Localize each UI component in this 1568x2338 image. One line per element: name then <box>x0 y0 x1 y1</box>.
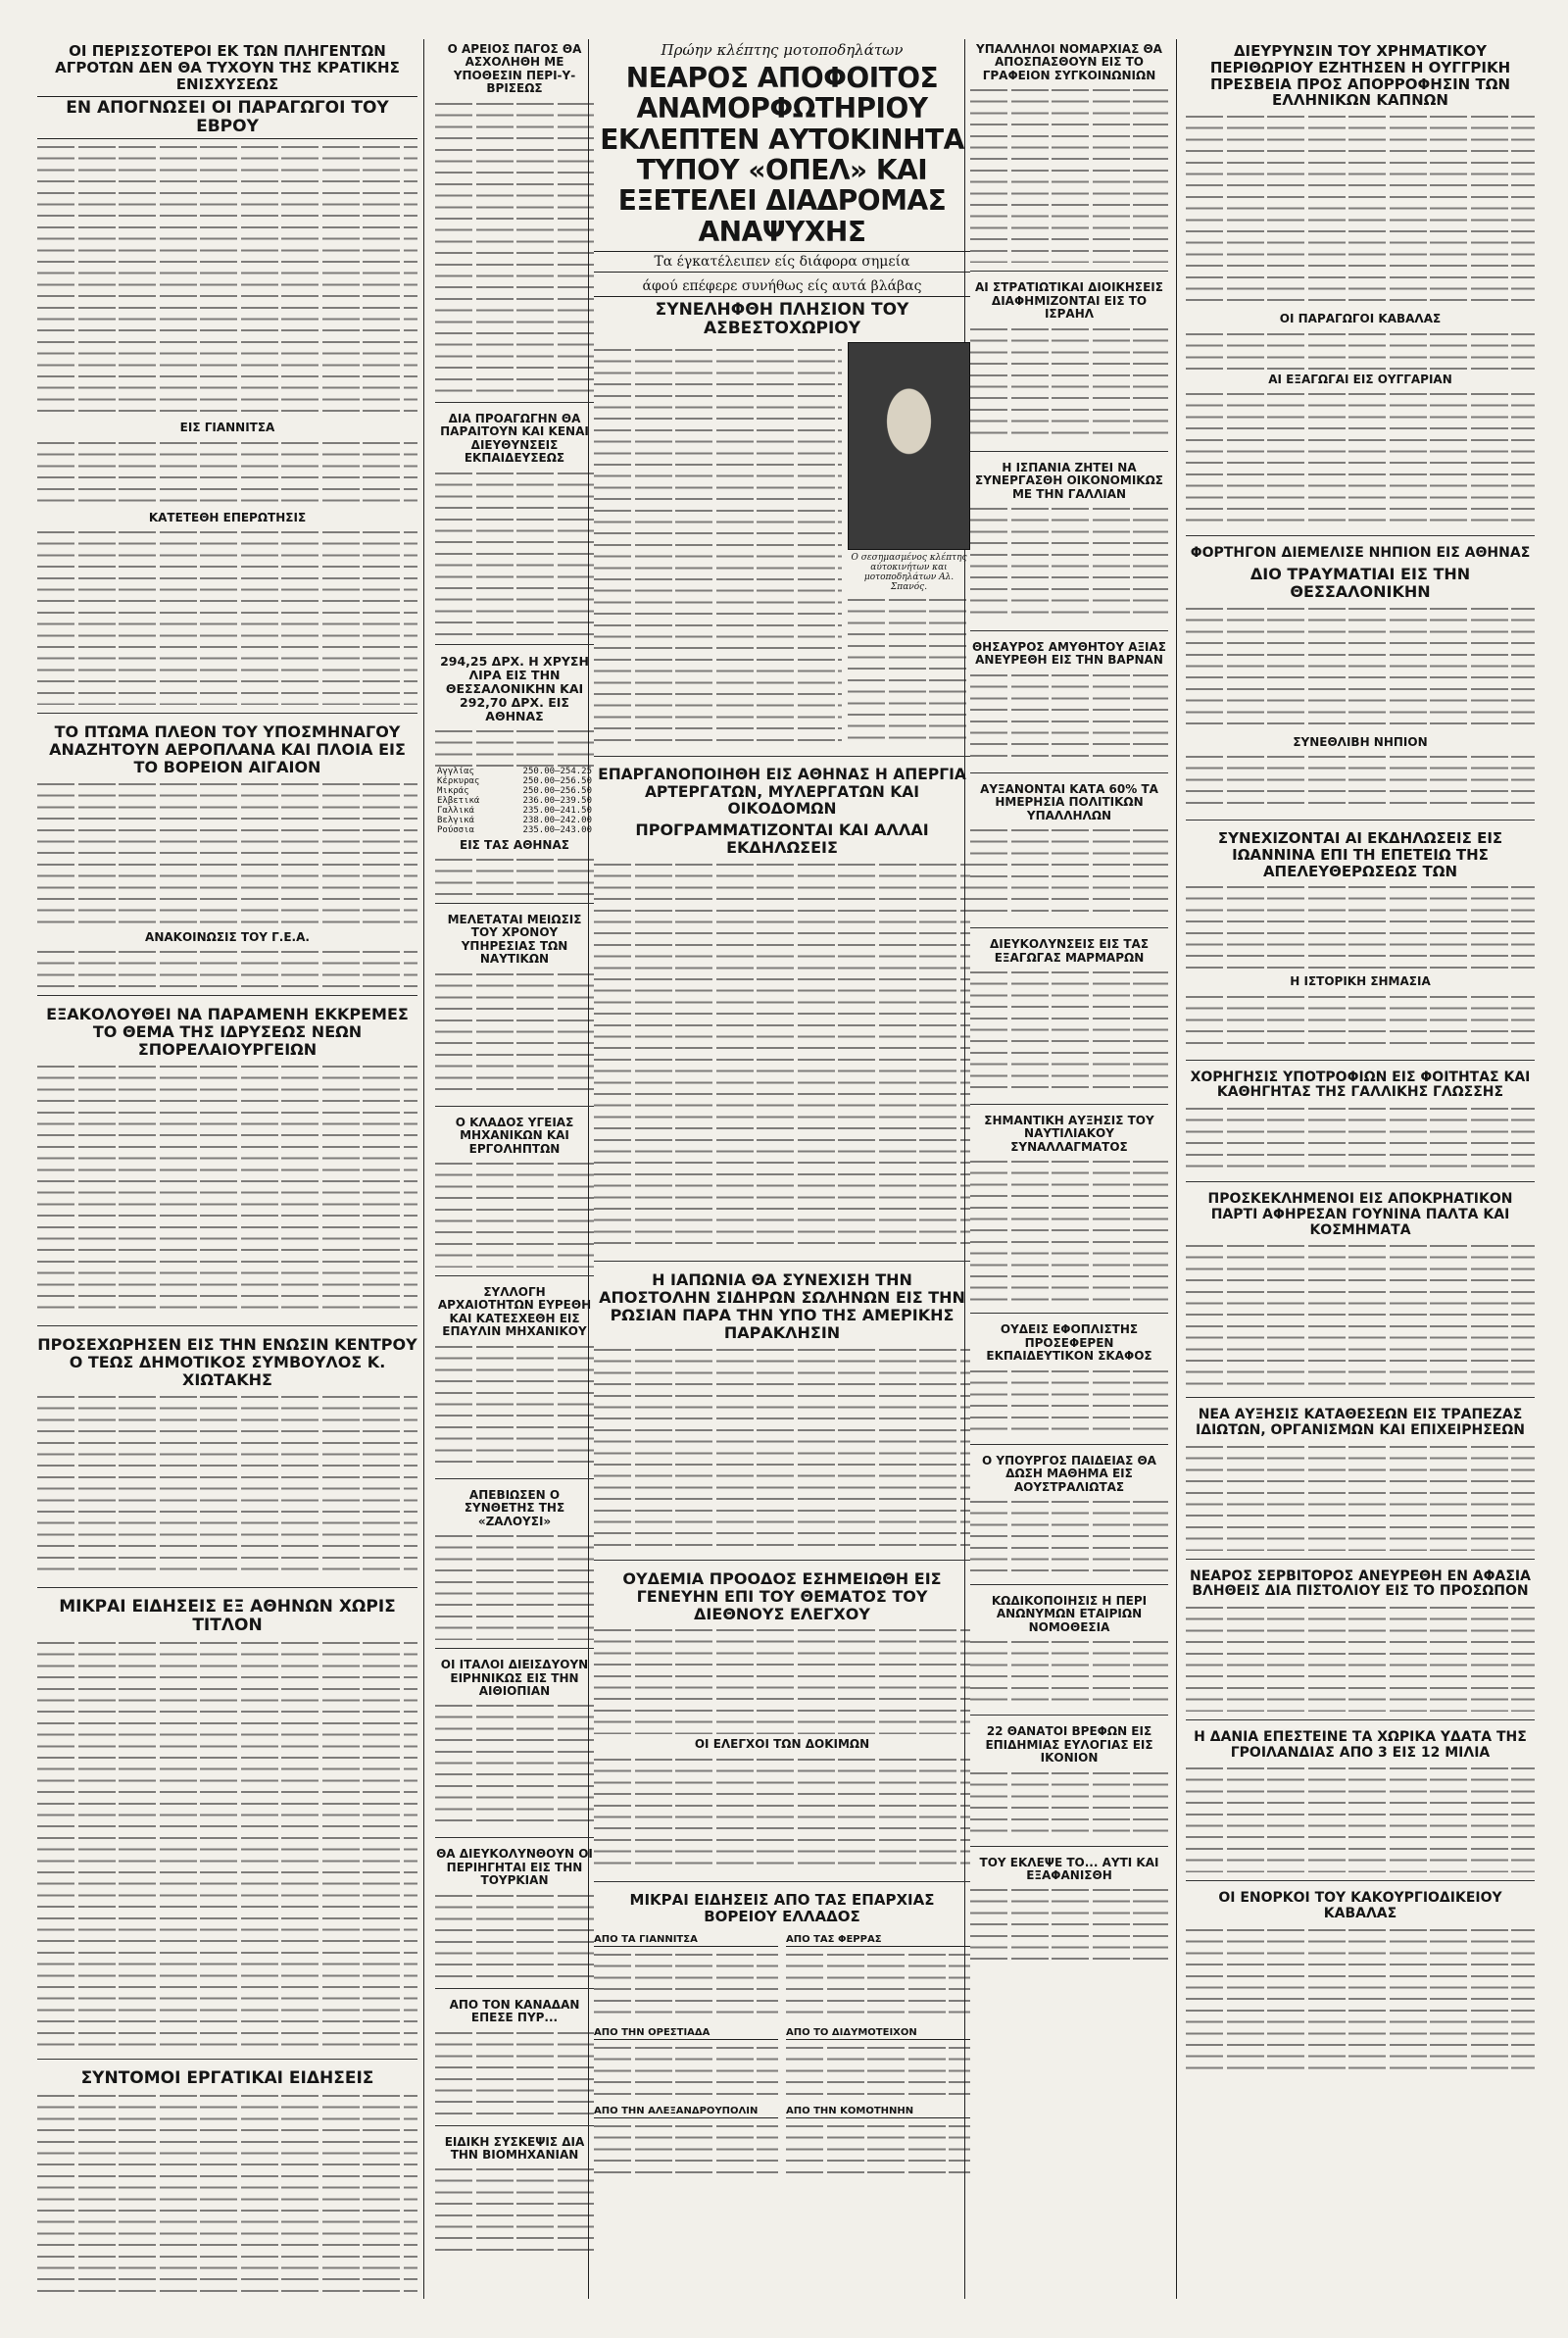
body-text <box>435 1160 594 1268</box>
body-text <box>1186 330 1535 370</box>
body-text <box>37 780 417 927</box>
body-text <box>1186 993 1535 1052</box>
article-headline: ΚΩΔΙΚΟΠΟΙΗΣΙΣ Η ΠΕΡΙ ΑΝΩΝΥΜΩΝ ΕΤΑΙΡΙΩΝ ΝΟΜΟΘΕΣΙΑ <box>991 1593 1148 1634</box>
photo-block <box>848 342 970 748</box>
body-text <box>594 1626 970 1734</box>
article-headline: ΕΙΔΙΚΗ ΣΥΣΚΕΨΙΣ ΔΙΑ ΤΗΝ ΒΙΟΜΗΧΑΝΙΑΝ <box>444 2134 585 2162</box>
article-treasure <box>970 641 1168 773</box>
article-engineers-health <box>435 1117 594 1276</box>
body-text <box>435 727 594 767</box>
body-text <box>786 1951 970 2019</box>
section-tag: ΑΠΟ ΤΗΝ ΟΡΕΣΤΙΑΔΑ <box>594 2027 778 2040</box>
article-headline: ΤΟΥ ΕΚΛΕΨΕ ΤΟ... ΑΥΤΙ ΚΑΙ ΕΞΑΦΑΝΙΣΘΗ <box>979 1855 1159 1882</box>
body-text <box>970 86 1168 263</box>
body-text <box>594 1951 778 2019</box>
body-text <box>435 2029 594 2117</box>
article-headline: ΑΥΞΑΝΟΝΤΑΙ ΚΑΤΑ 60% ΤΑ ΗΜΕΡΗΣΙΑ ΠΟΛΙΤΙΚΩΝ ΥΠΑΛΛΗΛΩΝ <box>980 781 1158 822</box>
body-text <box>1186 113 1535 309</box>
coin-price: 236.00—239.50 <box>522 795 592 806</box>
article-car-thief <box>594 41 970 757</box>
coin-name: Μικράς <box>437 785 469 796</box>
article-headline: ΣΥΝΤΟΜΟΙ ΕΡΓΑΤΙΚΑΙ ΕΙΔΗΣΕΙΣ <box>80 2067 374 2088</box>
price-row <box>435 806 594 816</box>
body-text <box>594 861 970 1253</box>
article-headline: Η ΙΑΠΩΝΙΑ ΘΑ ΣΥΝΕΧΙΣΗ ΤΗΝ ΑΠΟΣΤΟΛΗΝ ΣΙΔΗΡΩΝ ΣΩΛΗΝΩΝ ΕΙΣ ΤΗΝ ΡΩΣΙΑΝ ΠΑΡΑ ΤΗΝ ΥΠΟ ΤΗΣ ΑΜΕΡΙΚΗΣ ΠΑΡΑΚΛΗΣΙΝ <box>599 1270 965 1342</box>
price-row <box>435 767 594 776</box>
body-text <box>1186 1765 1535 1872</box>
article-farmers <box>37 43 417 714</box>
body-text <box>1186 605 1535 732</box>
body-text <box>435 1892 594 1980</box>
body-text <box>970 826 1168 920</box>
body-text <box>435 1702 594 1829</box>
article-turkey-tourism <box>435 1848 594 1988</box>
article-headline: ΝΕΑΡΟΣ ΣΕΡΒΙΤΟΡΟΣ ΑΝΕΥΡΕΘΗ ΕΝ ΑΦΑΣΙΑ ΒΛΗΘΕΙΣ ΔΙΑ ΠΙΣΤΟΛΙΟΥ ΕΙΣ ΤΟ ΠΡΟΣΩΠΟΝ <box>1190 1567 1531 1600</box>
article-codification <box>970 1595 1168 1716</box>
article-headline: ΟΙ ΕΝΟΡΚΟΙ ΤΟΥ ΚΑΚΟΥΡΓΙΟΔΙΚΕΙΟΥ ΚΑΒΑΛΑΣ <box>1218 1890 1502 1921</box>
body-text <box>37 1639 417 2051</box>
body-text <box>1186 753 1535 812</box>
section-tag: ΑΠΟ ΤΗΝ ΑΛΕΞΑΝΔΡΟΥΠΟΛΙΝ <box>594 2106 778 2118</box>
article-japan-pipes <box>594 1271 970 1561</box>
body-text <box>970 1886 1168 1965</box>
article-headline: ΔΙΑ ΠΡΟΑΓΩΓΗΝ ΘΑ ΠΑΡΑΙΤΟΥΝ ΚΑΙ ΚΕΝΑΙ ΔΙΕΥΘΥΝΣΕΙΣ ΕΚΠΑΙΔΕΥΣΕΩΣ <box>440 411 589 466</box>
coin-name: Ελβετικά <box>437 795 480 806</box>
article-ethiopia <box>435 1659 594 1838</box>
article-headline: ΥΠΑΛΛΗΛΟΙ ΝΟΜΑΡΧΙΑΣ ΘΑ ΑΠΟΣΠΑΣΘΟΥΝ ΕΙΣ ΤΟ ΓΡΑΦΕΙΟΝ ΣΥΓΚΟΙΝΩΝΙΩΝ <box>976 42 1162 82</box>
coin-price: 235.00—243.00 <box>522 824 592 835</box>
article-headline: ΧΟΡΗΓΗΣΙΣ ΥΠΟΤΡΟΦΙΩΝ ΕΙΣ ΦΟΙΤΗΤΑΣ ΚΑΙ ΚΑΘΗΓΗΤΑΣ ΤΗΣ ΓΑΛΛΙΚΗΣ ΓΛΩΣΣΗΣ <box>1190 1069 1531 1101</box>
article-headline: ΕΞΑΚΟΛΟΥΘΕΙ ΝΑ ΠΑΡΑΜΕΝΗ ΕΚΚΡΕΜΕΣ ΤΟ ΘΕΜΑ ΤΗΣ ΙΔΡΥΣΕΩΣ ΝΕΩΝ ΣΠΟΡΕΛΑΙΟΥΡΓΕΙΩΝ <box>46 1005 409 1060</box>
body-text <box>1186 1242 1535 1389</box>
article-ear <box>970 1857 1168 1973</box>
article-headline: ΑΙ ΣΤΡΑΤΙΩΤΙΚΑΙ ΔΙΟΙΚΗΣΕΙΣ ΔΙΑΦΗΜΙΖΟΝΤΑΙ ΕΙΣ ΤΟ ΙΣΡΑΗΛ <box>975 280 1163 322</box>
article-headline: ΜΕΛΕΤΑΤΑΙ ΜΕΙΩΣΙΣ ΤΟΥ ΧΡΟΝΟΥ ΥΠΗΡΕΣΙΑΣ ΤΩΝ ΝΑΥΤΙΚΩΝ <box>447 912 582 967</box>
article-headline: ΜΙΚΡΑΙ ΕΙΔΗΣΕΙΣ ΑΠΟ ΤΑΣ ΕΠΑΡΧΙΑΣ ΒΟΡΕΙΟΥ ΕΛΛΑΔΟΣ <box>629 1890 935 1925</box>
article-headline: ΟΙ ΠΕΡΙΣΣΟΤΕΡΟΙ ΕΚ ΤΩΝ ΠΛΗΓΕΝΤΩΝ ΑΓΡΟΤΩΝ ΔΕΝ ΘΑ ΤΥΧΟΥΝ ΤΗΣ ΚΡΑΤΙΚΗΣ ΕΝΙΣΧΥΣΕΩΣ <box>55 42 400 93</box>
body-text <box>435 856 594 895</box>
article-truck-accident <box>1186 546 1535 821</box>
article-canada <box>435 1999 594 2126</box>
article-carnival-theft <box>1186 1192 1535 1398</box>
article-denmark <box>1186 1730 1535 1881</box>
section-tag: ΑΙ ΕΞΑΓΩΓΑΙ ΕΙΣ ΟΥΓΓΑΡΙΑΝ <box>1268 372 1452 386</box>
article-headline: ΤΟ ΠΤΩΜΑ ΠΛΕΟΝ ΤΟΥ ΥΠΟΣΜΗΝΑΓΟΥ ΑΝΑΖΗΤΟΥΝ ΑΕΡΟΠΛΑΝΑ ΚΑΙ ΠΛΟΙΑ ΕΙΣ ΤΟ ΒΟΡΕΙΟΝ ΑΙΓΑΙΟΝ <box>49 722 406 777</box>
price-row <box>435 825 594 835</box>
body-text <box>1186 390 1535 527</box>
body-text <box>970 969 1168 1096</box>
column-rule <box>1176 39 1177 2299</box>
article-headline: Η ΔΑΝΙΑ ΕΠΕΣΤΕΙΝΕ ΤΑ ΧΩΡΙΚΑ ΥΔΑΤΑ ΤΗΣ ΓΡΟΙΛΑΝΔΙΑΣ ΑΠΟ 3 ΕΙΣ 12 ΜΙΛΙΑ <box>1194 1728 1527 1761</box>
body-text <box>594 1346 970 1552</box>
regional-item <box>594 2100 778 2176</box>
body-text <box>594 2122 778 2176</box>
body-text <box>970 672 1168 765</box>
text-column <box>594 342 842 748</box>
article-subheadline: ΕΝ ΑΠΟΓΝΩΣΕΙ ΟΙ ΠΑΡΑΓΩΓΟΙ ΤΟΥ ΕΒΡΟΥ <box>37 96 417 139</box>
coin-name: Κέρκυρας <box>437 775 480 786</box>
article-headline: ΟΥΔΕΜΙΑ ΠΡΟΟΔΟΣ ΕΣΗΜΕΙΩΘΗ ΕΙΣ ΓΕΝΕΥΗΝ ΕΠΙ ΤΟΥ ΘΕΜΑΤΟΣ ΤΟΥ ΔΙΕΘΝΟΥΣ ΕΛΕΓΧΟΥ <box>622 1568 942 1623</box>
article-headline: ΕΠΑΡΓΑΝΟΠΟΙΗΘΗ ΕΙΣ ΑΘΗΝΑΣ Η ΑΠΕΡΓΙΑ ΑΡΤΕΡΓΑΤΩΝ, ΜΥΛΕΡΓΑΤΩΝ ΚΑΙ ΟΙΚΟΔΟΜΩΝ <box>598 766 966 818</box>
price-row <box>435 786 594 796</box>
body-text <box>435 470 594 636</box>
article-education <box>435 413 594 645</box>
article-training-ship <box>970 1323 1168 1444</box>
article-headline: ΟΙ ΙΤΑΛΟΙ ΔΙΕΙΣΔΥΟΥΝ ΕΙΡΗΝΙΚΩΣ ΕΙΣ ΤΗΝ ΑΙΘΙΟΠΙΑΝ <box>440 1658 589 1698</box>
article-ioannina <box>1186 830 1535 1061</box>
price-row <box>435 816 594 825</box>
article-marble <box>970 938 1168 1105</box>
article-spain <box>970 462 1168 631</box>
section-tag: ΟΙ ΠΑΡΑΓΩΓΟΙ ΚΑΒΑΛΑΣ <box>1279 312 1442 326</box>
body-text <box>970 1498 1168 1576</box>
body-text <box>594 2044 778 2098</box>
article-areios-pagos <box>435 43 594 403</box>
coin-name: Ρούσσια <box>437 824 474 835</box>
coin-price: 250.00—256.50 <box>522 785 592 796</box>
article-strike <box>594 767 970 1262</box>
article-athens-news <box>37 1598 417 2060</box>
article-geneva <box>594 1570 970 1882</box>
portrait-photo <box>848 342 970 550</box>
body-text <box>37 1393 417 1579</box>
article-headline: ΣΥΛΛΟΓΗ ΑΡΧΑΙΟΤΗΤΩΝ ΕΥΡΕΘΗ ΚΑΙ ΚΑΤΕΣΧΕΘΗ ΕΙΣ ΕΠΑΥΛΙΝ ΜΗΧΑΝΙΚΟΥ <box>437 1285 592 1339</box>
coin-name: Αγγλίας <box>437 766 474 776</box>
body-text <box>1186 1443 1535 1551</box>
article-minister <box>970 1455 1168 1585</box>
body-text <box>970 1769 1168 1838</box>
body-text <box>37 143 417 418</box>
article-headline: ΜΙΚΡΑΙ ΕΙΔΗΣΕΙΣ ΕΞ ΑΘΗΝΩΝ ΧΩΡΙΣ ΤΙΤΛΟΝ <box>59 1596 396 1635</box>
body-text <box>1186 1926 1535 2073</box>
section-tag: ΚΑΤΕΤΕΘΗ ΕΠΕΡΩΤΗΣΙΣ <box>148 510 307 524</box>
column-4 <box>970 39 1168 2299</box>
article-shipping-fx <box>970 1115 1168 1314</box>
section-tag: ΕΙΣ ΓΙΑΝΝΙΤΣΑ <box>179 421 275 435</box>
section-tag: ΑΠΟ ΤΑΣ ΦΕΡΡΑΣ <box>786 1934 970 1947</box>
body-text <box>37 2092 417 2299</box>
body-text <box>435 1532 594 1640</box>
body-text <box>37 1063 417 1318</box>
section-tag: ΕΙΣ ΤΑΣ ΑΘΗΝΑΣ <box>460 837 569 852</box>
article-headline: Ο ΥΠΟΥΡΓΟΣ ΠΑΙΔΕΙΑΣ ΘΑ ΔΩΣΗ ΜΑΘΗΜΑ ΕΙΣ ΑΟΥΣΤΡΑΛΙΩΤΑΣ <box>982 1453 1156 1494</box>
section-tag: ΑΝΑΚΟΙΝΩΣΙΣ ΤΟΥ Γ.Ε.Α. <box>145 930 310 945</box>
article-headline: ΝΕΑΡΟΣ ΑΠΟΦΟΙΤΟΣ ΑΝΑΜΟΡΦΩΤΗΡΙΟΥ ΕΚΛΕΠΤΕΝ ΑΥΤΟΚΙΝΗΤΑ ΤΥΠΟΥ «ΟΠΕΛ» ΚΑΙ ΕΞΕΤΕΛΕΙ ΔΙΑΔΡΟΜΑΣ ΑΝΑΨΥΧΗΣ <box>600 62 964 248</box>
body-text <box>435 970 594 1098</box>
regional-news-grid <box>594 1928 970 2176</box>
article-subheadline: άφού επέφερε συνήθως είς αυτά βλάβας <box>594 276 970 297</box>
article-kicker: Πρώην κλέπτης μοτοποδηλάτων <box>661 41 904 59</box>
coin-name: Βελγικά <box>437 815 474 825</box>
article-northern-greece <box>594 1892 970 2185</box>
article-waiter <box>1186 1569 1535 1720</box>
body-text <box>786 2044 970 2098</box>
body-text <box>786 2122 970 2176</box>
body-text <box>37 439 417 508</box>
article-headline: ΦΟΡΤΗΓΟΝ ΔΙΕΜΕΛΙΣΕ ΝΗΠΙΟΝ ΕΙΣ ΑΘΗΝΑΣ <box>1190 545 1531 562</box>
article-headline: ΔΙΕΥΚΟΛΥΝΣΕΙΣ ΕΙΣ ΤΑΣ ΕΞΑΓΩΓΑΣ ΜΑΡΜΑΡΩΝ <box>989 937 1150 965</box>
body-text <box>970 325 1168 443</box>
article-headline: ΟΥΔΕΙΣ ΕΦΟΠΛΙΣΤΗΣ ΠΡΟΣΕΦΕΡΕΝ ΕΚΠΑΙΔΕΥΤΙΚΟΝ ΣΚΑΦΟΣ <box>986 1322 1152 1364</box>
article-headline: ΠΡΟΣΕΧΩΡΗΣΕΝ ΕΙΣ ΤΗΝ ΕΝΩΣΙΝ ΚΕΝΤΡΟΥ Ο ΤΕΩΣ ΔΗΜΟΤΙΚΟΣ ΣΥΜΒΟΥΛΟΣ Κ. ΧΙΩΤΑΚΗΣ <box>37 1335 417 1390</box>
article-body-with-photo <box>594 342 970 748</box>
article-headline: ΝΕΑ ΑΥΞΗΣΙΣ ΚΑΤΑΘΕΣΕΩΝ ΕΙΣ ΤΡΑΠΕΖΑΣ ΙΔΙΩΤΩΝ, ΟΡΓΑΝΙΣΜΩΝ ΚΑΙ ΕΠΙΧΕΙΡΗΣΕΩΝ <box>1196 1407 1525 1438</box>
body-text <box>970 505 1168 622</box>
body-text <box>1186 1105 1535 1173</box>
article-composer <box>435 1489 594 1649</box>
body-text <box>1186 1604 1535 1712</box>
article-subheadline: ΔΙΟ ΤΡΑΥΜΑΤΙΑΙ ΕΙΣ ΤΗΝ ΘΕΣΣΑΛΟΝΙΚΗΝ <box>1250 564 1471 601</box>
regional-item <box>786 2100 970 2176</box>
article-prefecture <box>970 43 1168 272</box>
column-3 <box>594 39 970 2299</box>
section-tag: ΑΠΟ ΤΟ ΔΙΔΥΜΟΤΕΙΧΟΝ <box>786 2027 970 2040</box>
body-text <box>1186 883 1535 971</box>
article-pilot-search <box>37 723 417 996</box>
article-headline: ΣΥΝΕΧΙΖΟΝΤΑΙ ΑΙ ΕΚΔΗΛΩΣΕΙΣ ΕΙΣ ΙΩΑΝΝΙΝΑ ΕΠΙ ΤΗ ΕΠΕΤΕΙΩ ΤΗΣ ΑΠΕΛΕΥΘΕΡΩΣΕΩΣ ΤΩΝ <box>1217 828 1503 880</box>
regional-item <box>786 2021 970 2098</box>
body-text <box>970 1368 1168 1436</box>
article-hungary-tobacco <box>1186 43 1535 536</box>
section-tag: Η ΙΣΤΟΡΙΚΗ ΣΗΜΑΣΙΑ <box>1290 974 1431 989</box>
regional-item <box>594 1928 778 2019</box>
coin-price: 238.00—242.00 <box>522 815 592 825</box>
body-text <box>848 596 970 743</box>
body-text <box>594 346 842 748</box>
article-kavala-jurors <box>1186 1891 1535 2080</box>
body-text <box>970 1158 1168 1305</box>
article-industry <box>435 2136 594 2263</box>
regional-item <box>786 1928 970 2019</box>
article-headline: ΔΙΕΥΡΥΝΣΙΝ ΤΟΥ ΧΡΗΜΑΤΙΚΟΥ ΠΕΡΙΘΩΡΙΟΥ ΕΖΗΤΗΣΕΝ Η ΟΥΓΓΡΙΚΗ ΠΡΕΣΒΕΙΑ ΠΡΟΣ ΑΠΟΡΡΟΦΗΣΙΝ ΤΩΝ ΕΛΛΗΝΙΚΩΝ ΚΑΠΝΩΝ <box>1209 42 1511 110</box>
article-scholarships <box>1186 1070 1535 1182</box>
article-smallpox <box>970 1725 1168 1846</box>
article-bank-deposits <box>1186 1408 1535 1559</box>
coin-price: 235.00—241.50 <box>522 805 592 816</box>
article-headline: Ο ΑΡΕΙΟΣ ΠΑΓΟΣ ΘΑ ΑΣΧΟΛΗΘΗ ΜΕ ΥΠΟΘΕΣΙΝ ΠΕΡΙ-Υ-ΒΡΙΣΕΩΣ <box>447 42 582 96</box>
article-headline: ΑΠΕΒΙΩΣΕΝ Ο ΣΥΝΘΕΤΗΣ ΤΗΣ «ΖΑΛΟΥΣΙ» <box>464 1487 565 1528</box>
section-tag: ΣΥΝΕΘΛΙΒΗ ΝΗΠΙΟΝ <box>1293 734 1428 749</box>
photo-caption: Ο σεσημασμένος κλέπτης αύτοκινήτων και μοτοποδηλάτων Αλ. Σπανός. <box>851 553 967 593</box>
article-subheadline: ΠΡΟΓΡΑΜΜΑΤΙΖΟΝΤΑΙ ΚΑΙ ΑΛΛΑΙ ΕΚΔΗΛΩΣΕΙΣ <box>635 821 929 858</box>
article-headline: Η ΙΣΠΑΝΙΑ ΖΗΤΕΙ ΝΑ ΣΥΝΕΡΓΑΣΘΗ ΟΙΚΟΝΟΜΙΚΩΣ ΜΕ ΤΗΝ ΓΑΛΛΙΑΝ <box>975 460 1163 501</box>
article-headline: Ο ΚΛΑΔΟΣ ΥΓΕΙΑΣ ΜΗΧΑΝΙΚΩΝ ΚΑΙ ΕΡΓΟΛΗΠΤΩΝ <box>455 1115 574 1156</box>
body-text <box>435 1343 594 1470</box>
article-seed-oil <box>37 1006 417 1326</box>
article-subheadline: ΣΥΝΕΛΗΦΘΗ ΠΛΗΣΙΟΝ ΤΟΥ ΑΣΒΕΣΤΟΧΩΡΙΟΥ <box>655 300 909 339</box>
article-gold-price <box>435 655 594 904</box>
article-headline: ΑΠΟ ΤΟΝ ΚΑΝΑΔΑΝ ΕΠΕΣΕ ΠΥΡ... <box>449 1997 580 2025</box>
column-1 <box>37 39 417 2299</box>
body-text <box>37 948 417 987</box>
article-headline: ΘΗΣΑΥΡΟΣ ΑΜΥΘΗΤΟΥ ΑΞΙΑΣ ΑΝΕΥΡΕΘΗ ΕΙΣ ΤΗΝ ΒΑΡΝΑΝ <box>971 639 1167 668</box>
coin-price: 250.00—256.50 <box>522 775 592 786</box>
article-antiquities <box>435 1286 594 1479</box>
section-tag: ΑΠΟ ΤΑ ΓΙΑΝΝΙΤΣΑ <box>594 1934 778 1947</box>
price-row <box>435 776 594 786</box>
column-2 <box>435 39 594 2299</box>
article-councillor <box>37 1336 417 1588</box>
body-text <box>37 528 417 705</box>
body-text <box>435 2165 594 2254</box>
section-tag: ΑΠΟ ΤΗΝ ΚΟΜΟΤΗΝΗΝ <box>786 2106 970 2118</box>
body-text <box>435 100 594 394</box>
coin-price: 250.00—254.25 <box>522 766 592 776</box>
body-text <box>594 1756 970 1873</box>
article-israel <box>970 281 1168 451</box>
gold-price-table <box>435 767 594 835</box>
price-row <box>435 796 594 806</box>
article-headline: ΠΡΟΣΚΕΚΛΗΜΕΝΟΙ ΕΙΣ ΑΠΟΚΡΗΑΤΙΚΟΝ ΠΑΡΤΙ ΑΦΗΡΕΣΑΝ ΓΟΥΝΙΝΑ ΠΑΛΤΑ ΚΑΙ ΚΟΣΜΗΜΑΤΑ <box>1207 1191 1513 1238</box>
section-tag: ΟΙ ΕΛΕΓΧΟΙ ΤΩΝ ΔΟΚΙΜΩΝ <box>694 1737 870 1752</box>
article-labor-news <box>37 2069 417 2299</box>
column-rule <box>423 39 424 2299</box>
article-subheadline: Τα έγκατέλειπεν είς διάφορα σημεία <box>594 251 970 273</box>
body-text <box>970 1638 1168 1707</box>
article-allowance <box>970 783 1168 928</box>
regional-item <box>594 2021 778 2098</box>
column-5 <box>1186 39 1535 2299</box>
article-headline: 294,25 ΔΡΧ. Η ΧΡΥΣΗ ΛΙΡΑ ΕΙΣ ΤΗΝ ΘΕΣΣΑΛΟΝΙΚΗΝ ΚΑΙ 292,70 ΔΡΧ. ΕΙΣ ΑΘΗΝΑΣ <box>440 653 589 723</box>
article-naval-service <box>435 914 594 1107</box>
article-headline: ΣΗΜΑΝΤΙΚΗ ΑΥΞΗΣΙΣ ΤΟΥ ΝΑΥΤΙΛΙΑΚΟΥ ΣΥΝΑΛΛΑΓΜΑΤΟΣ <box>984 1114 1154 1154</box>
coin-name: Γαλλικά <box>437 805 474 816</box>
article-headline: 22 ΘΑΝΑΤΟΙ ΒΡΕΦΩΝ ΕΙΣ ΕΠΙΔΗΜΙΑΣ ΕΥΛΟΓΙΑΣ ΕΙΣ ΙΚΟΝΙΟΝ <box>985 1724 1153 1766</box>
article-headline: ΘΑ ΔΙΕΥΚΟΛΥΝΘΟΥΝ ΟΙ ΠΕΡΙΗΓΗΤΑΙ ΕΙΣ ΤΗΝ ΤΟΥΡΚΙΑΝ <box>436 1847 593 1888</box>
